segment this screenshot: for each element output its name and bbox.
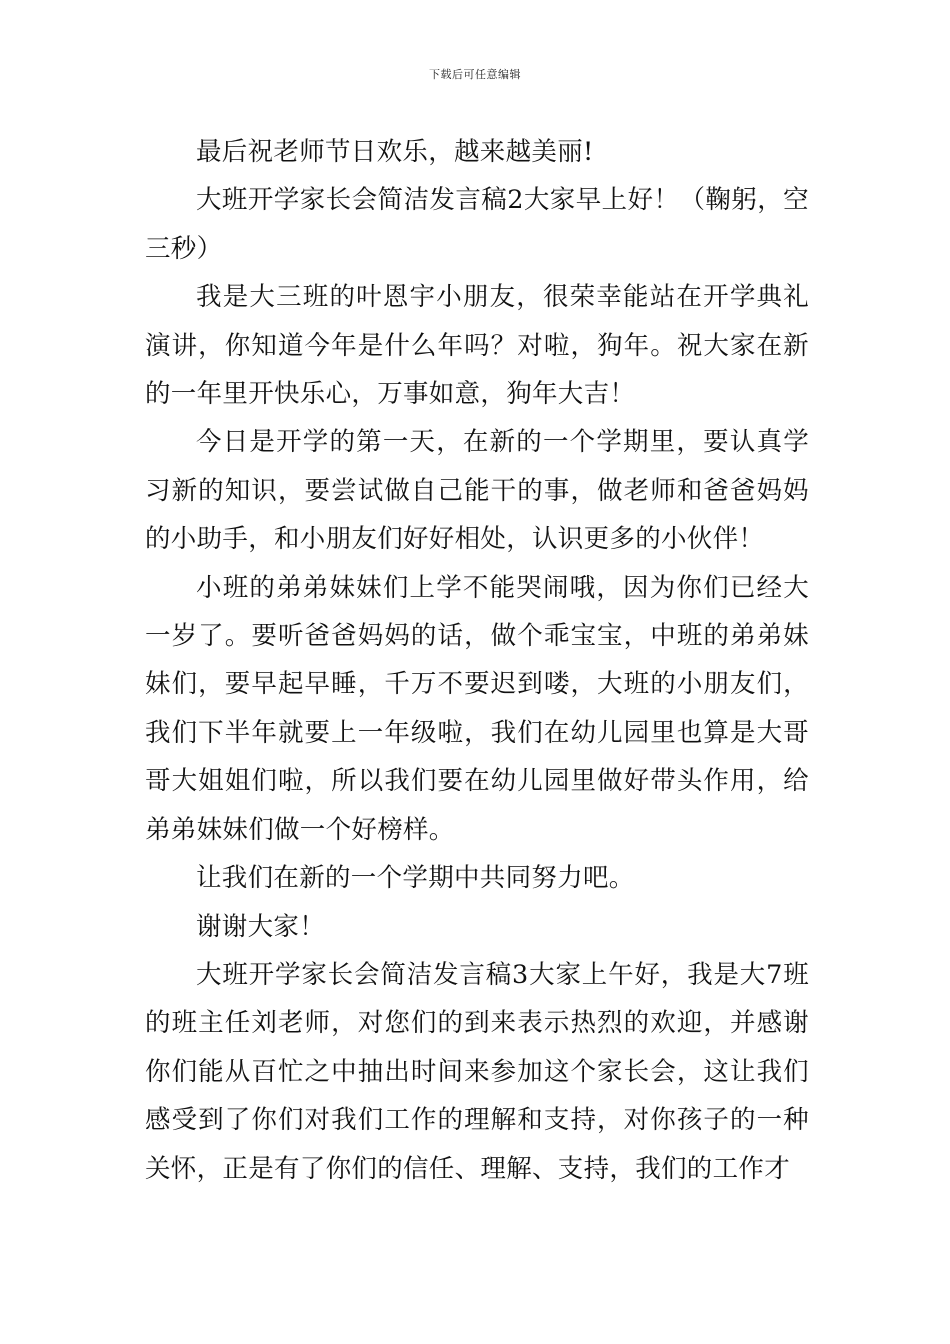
paragraph: 最后祝老师节日欢乐，越来越美丽! [196, 137, 594, 167]
paragraph: 让我们在新的一个学期中共同努力吧。 [196, 863, 635, 894]
paragraph: 大班开学家长会简洁发言稿2大家早上好！（鞠躬，空三秒） [145, 185, 809, 264]
paragraph: 大班开学家长会简洁发言稿3大家上午好，我是大7班的班主任刘老师，对您们的到来表示热烈的欢迎，并感谢你们能从百忙之中抽出时间来参加这个家长会，这让我们感受到了你们对我们工作的理解和支持，对你孩子的一种关怀，正是有了你们的信任、理解、支持，我们的工作才 [145, 959, 809, 1184]
page-header-note: 下载后可任意编辑 [429, 68, 521, 81]
paragraph: 谢谢大家！ [196, 911, 326, 942]
paragraph: 我是大三班的叶恩宇小朋友，很荣幸能站在开学典礼演讲，你知道今年是什么年吗？对啦，狗年。祝大家在新的一年里开快乐心，万事如意，狗年大吉！ [145, 282, 809, 410]
paragraph: 小班的弟弟妹妹们上学不能哭闹哦，因为你们已经大一岁了。要听爸爸妈妈的话，做个乖宝宝，中班的弟弟妹妹们，要早起早睡，千万不要迟到喽，大班的小朋友们，我们下半年就要上一年级啦，我们在幼儿园里也算是大哥哥大姐姐们啦，所以我们要在幼儿园里做好带头作用，给弟弟妹妹们做一个好榜样。 [145, 572, 809, 845]
document-body [145, 128, 809, 1193]
paragraph: 今日是开学的第一天，在新的一个学期里，要认真学习新的知识，要尝试做自己能干的事，做老师和爸爸妈妈的小助手，和小朋友们好好相处，认识更多的小伙伴！ [145, 427, 809, 555]
